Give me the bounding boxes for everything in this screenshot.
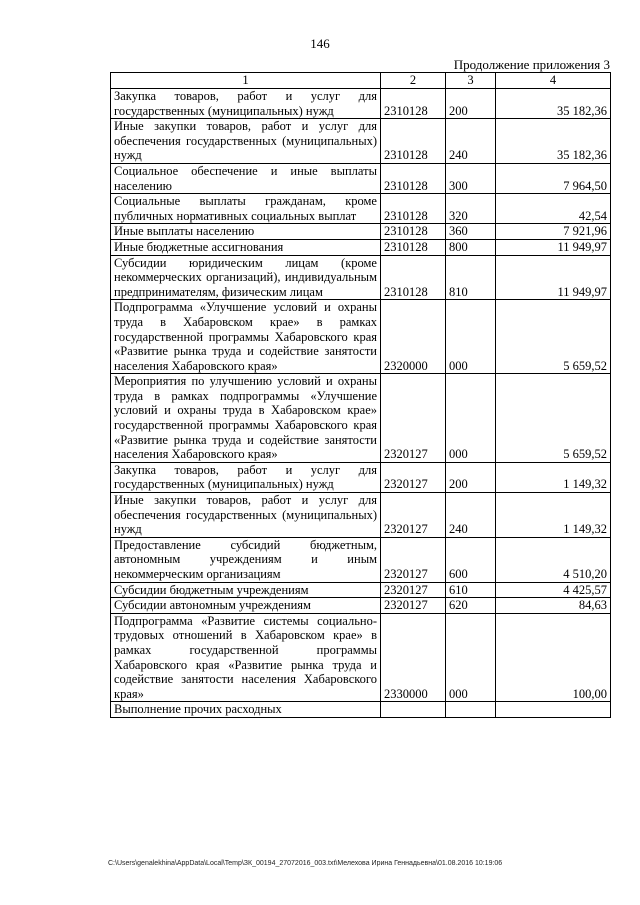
row-code: 2310128	[381, 255, 446, 300]
row-name: Субсидии юридическим лицам (кроме некоммерческих организаций), индивидуальным предпринимателям, физическим лицам	[111, 255, 381, 300]
row-type: 200	[446, 462, 496, 492]
table-row	[111, 239, 611, 255]
row-code: 2320000	[381, 300, 446, 374]
table-row	[111, 119, 611, 164]
row-name: Иные бюджетные ассигнования	[111, 239, 381, 255]
row-sum: 4 425,57	[496, 582, 611, 598]
continuation-note: Продолжение приложения 3	[453, 57, 610, 72]
row-name: Иные закупки товаров, работ и услуг для обеспечения государственных (муниципальных) нужд	[111, 493, 381, 538]
row-sum: 1 149,32	[496, 493, 611, 538]
table-row	[111, 613, 611, 702]
row-type: 360	[446, 224, 496, 240]
table-row	[111, 194, 611, 224]
column-header-1: 1	[111, 73, 381, 89]
row-name: Подпрограмма «Развитие системы социально-трудовых отношений в Хабаровском крае» в рамках государственной программы Хабаровского края «Развитие рынка труда и содействие занятости населения Хабаровского края»	[111, 613, 381, 702]
header-row	[111, 73, 611, 89]
row-sum: 4 510,20	[496, 537, 611, 582]
row-code: 2320127	[381, 537, 446, 582]
row-name: Социальные выплаты гражданам, кроме публичных нормативных социальных выплат	[111, 194, 381, 224]
row-name: Субсидии бюджетным учреждениям	[111, 582, 381, 598]
row-type: 610	[446, 582, 496, 598]
row-type: 810	[446, 255, 496, 300]
table-row	[111, 374, 611, 463]
table-row	[111, 163, 611, 193]
row-name: Субсидии автономным учреждениям	[111, 598, 381, 614]
table-row	[111, 493, 611, 538]
row-type: 200	[446, 89, 496, 119]
row-name: Закупка товаров, работ и услуг для государственных (муниципальных) нужд	[111, 89, 381, 119]
row-type: 240	[446, 493, 496, 538]
row-type: 300	[446, 163, 496, 193]
table-row	[111, 462, 611, 492]
row-code	[381, 702, 446, 718]
row-code: 2310128	[381, 224, 446, 240]
table-row	[111, 537, 611, 582]
table-row	[111, 89, 611, 119]
row-sum: 1 149,32	[496, 462, 611, 492]
row-type: 620	[446, 598, 496, 614]
row-sum: 35 182,36	[496, 119, 611, 164]
row-code: 2320127	[381, 598, 446, 614]
row-code: 2310128	[381, 194, 446, 224]
row-sum: 100,00	[496, 613, 611, 702]
row-type: 000	[446, 374, 496, 463]
row-sum: 5 659,52	[496, 300, 611, 374]
row-type: 800	[446, 239, 496, 255]
row-name: Выполнение прочих расходных	[111, 702, 381, 718]
table-row	[111, 224, 611, 240]
row-name: Социальное обеспечение и иные выплаты населению	[111, 163, 381, 193]
table-row	[111, 702, 611, 718]
column-header-4: 4	[496, 73, 611, 89]
row-type: 320	[446, 194, 496, 224]
row-sum: 7 921,96	[496, 224, 611, 240]
table-row	[111, 255, 611, 300]
row-type: 000	[446, 300, 496, 374]
row-sum: 84,63	[496, 598, 611, 614]
table-row	[111, 598, 611, 614]
row-code: 2320127	[381, 374, 446, 463]
row-name: Мероприятия по улучшению условий и охраны труда в рамках подпрограммы «Улучшение условий и охраны труда в Хабаровском крае» государственной программы Хабаровского края «Развитие рынка труда и содействие занятости населения Хабаровского края»	[111, 374, 381, 463]
row-name: Иные выплаты населению	[111, 224, 381, 240]
row-sum	[496, 702, 611, 718]
column-header-2: 2	[381, 73, 446, 89]
page-number: 146	[310, 36, 330, 51]
row-code: 2310128	[381, 163, 446, 193]
row-code: 2310128	[381, 239, 446, 255]
row-code: 2320127	[381, 582, 446, 598]
table-row	[111, 300, 611, 374]
row-name: Закупка товаров, работ и услуг для государственных (муниципальных) нужд	[111, 462, 381, 492]
row-name: Предоставление субсидий бюджетным, автономным учреждениям и иным некоммерческим организациям	[111, 537, 381, 582]
budget-table	[110, 72, 611, 718]
row-code: 2320127	[381, 493, 446, 538]
row-sum: 5 659,52	[496, 374, 611, 463]
row-sum: 11 949,97	[496, 239, 611, 255]
row-type: 000	[446, 613, 496, 702]
row-sum: 11 949,97	[496, 255, 611, 300]
row-name: Иные закупки товаров, работ и услуг для обеспечения государственных (муниципальных) нужд	[111, 119, 381, 164]
row-sum: 35 182,36	[496, 89, 611, 119]
row-code: 2310128	[381, 119, 446, 164]
row-code: 2310128	[381, 89, 446, 119]
row-sum: 7 964,50	[496, 163, 611, 193]
row-sum: 42,54	[496, 194, 611, 224]
row-name: Подпрограмма «Улучшение условий и охраны труда в Хабаровском крае» в рамках государственной программы Хабаровского края «Развитие рынка труда и содействие занятости населения Хабаровского края»	[111, 300, 381, 374]
file-path-footer: C:\Users\genalekhina\AppData\Local\Temp\ЗК_00194_27072016_003.txt\Мелехова Ирина Геннадьевна\01.08.2016 10:19:06	[108, 860, 503, 867]
column-header-3: 3	[446, 73, 496, 89]
row-type: 240	[446, 119, 496, 164]
row-type	[446, 702, 496, 718]
row-code: 2330000	[381, 613, 446, 702]
row-code: 2320127	[381, 462, 446, 492]
row-type: 600	[446, 537, 496, 582]
table-row	[111, 582, 611, 598]
